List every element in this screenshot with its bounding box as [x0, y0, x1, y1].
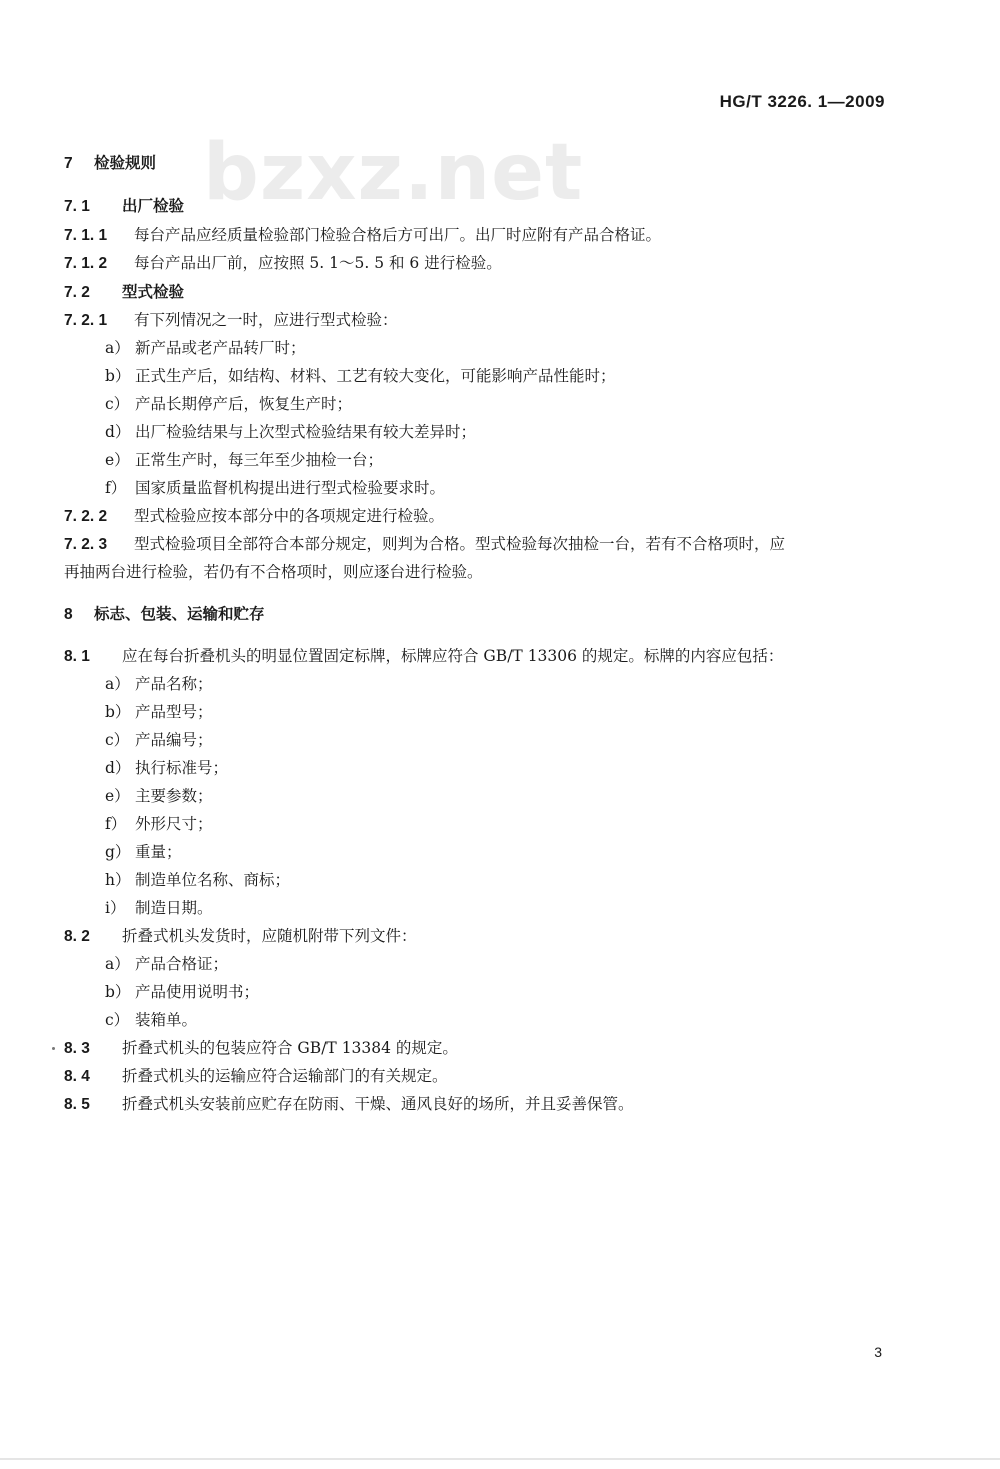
page-number: 3: [874, 1344, 882, 1360]
subsection-7-1-heading: [64, 196, 184, 217]
list-item: [105, 898, 213, 918]
clause-text: 型式检验项目全部符合本部分规定，则判为合格。型式检验每次抽检一台，若有不合格项时，应: [134, 535, 786, 553]
list-item-text: 外形尺寸；: [135, 815, 213, 833]
list-item-text: 产品长期停产后，恢复生产时；: [135, 395, 353, 413]
clause-number: 8. 4: [64, 1068, 90, 1085]
list-item: [105, 954, 228, 974]
list-item: [105, 842, 182, 862]
clause-7-2-3-continuation: 再抽两台进行检验，若仍有不合格项时，则应逐台进行检验。: [64, 563, 483, 581]
list-item-text: 出厂检验结果与上次型式检验结果有较大差异时；: [135, 423, 477, 441]
section-8-heading: [64, 604, 265, 625]
list-item-text: 产品合格证；: [135, 955, 229, 973]
list-item-label: e）: [105, 451, 130, 469]
list-item: [105, 982, 259, 1002]
clause-number: 8. 3: [64, 1040, 90, 1057]
clause-text: 折叠式机头的运输应符合运输部门的有关规定。: [122, 1067, 448, 1085]
list-item-text: 执行标准号；: [135, 759, 229, 777]
clause-text: 每台产品应经质量检验部门检验合格后方可出厂。出厂时应附有产品合格证。: [134, 226, 662, 244]
clause-number: 8. 5: [64, 1096, 90, 1113]
list-item-text: 制造单位名称、商标；: [135, 871, 291, 889]
list-item-label: d）: [105, 423, 131, 441]
clause-number: 7. 2. 2: [64, 508, 108, 525]
clause-number: 7. 1. 1: [64, 227, 108, 244]
list-item: [105, 674, 213, 694]
list-item: [105, 1010, 197, 1030]
clause-number: 7. 2. 3: [64, 536, 108, 553]
clause-8-2: [64, 926, 417, 947]
list-item-label: c）: [105, 731, 130, 749]
list-item: [105, 730, 213, 750]
list-item-label: c）: [105, 395, 130, 413]
subsection-7-2-heading: [64, 282, 184, 303]
list-item-text: 主要参数；: [135, 787, 213, 805]
clause-7-1-1: [64, 225, 661, 246]
section-7-heading: [64, 153, 156, 174]
clause-text: 型式检验应按本部分中的各项规定进行检验。: [134, 507, 445, 525]
clause-7-1-2: [64, 253, 502, 274]
section-title: 标志、包装、运输和贮存: [94, 604, 265, 623]
clause-number: 8. 1: [64, 648, 90, 665]
list-item-text: 正常生产时，每三年至少抽检一台；: [135, 451, 384, 469]
list-item-text: 正式生产后，如结构、材料、工艺有较大变化，可能影响产品性能时；: [135, 367, 616, 385]
clause-number: 7. 2. 1: [64, 312, 108, 329]
list-item-label: b）: [105, 983, 131, 1001]
clause-text: 折叠式机头安装前应贮存在防雨、干燥、通风良好的场所，并且妥善保管。: [122, 1095, 634, 1113]
list-item-label: i）: [105, 899, 126, 917]
clause-7-2-2: [64, 506, 444, 527]
list-item-label: a）: [105, 675, 130, 693]
list-item-label: b）: [105, 367, 131, 385]
list-item: [105, 450, 383, 470]
clause-number: 7. 1. 2: [64, 255, 108, 272]
list-item-text: 装箱单。: [135, 1011, 198, 1029]
list-item-label: h）: [105, 871, 131, 889]
clause-title: 型式检验: [122, 282, 185, 301]
list-item-label: f）: [105, 815, 127, 833]
list-item-label: a）: [105, 339, 130, 357]
clause-text: 应在每台折叠机头的明显位置固定标牌，标牌应符合 GB/T 13306 的规定。标牌的内容应包括：: [122, 647, 784, 665]
list-item: [105, 478, 445, 498]
list-item-text: 新产品或老产品转厂时；: [135, 339, 306, 357]
list-item: [105, 702, 213, 722]
scan-edge: [0, 1458, 1000, 1460]
list-item-label: b）: [105, 703, 131, 721]
section-title: 检验规则: [94, 153, 157, 172]
clause-8-4: [64, 1066, 448, 1087]
clause-text: 折叠式机头发货时，应随机附带下列文件：: [122, 927, 417, 945]
clause-8-5: [64, 1094, 634, 1115]
list-item-label: g）: [105, 843, 131, 861]
clause-number: 7. 1: [64, 198, 90, 215]
clause-title: 出厂检验: [122, 196, 185, 215]
clause-8-1: [64, 646, 783, 667]
list-item-label: e）: [105, 787, 130, 805]
list-item-text: 产品名称；: [135, 675, 213, 693]
list-item: [105, 786, 213, 806]
section-number: 8: [64, 606, 73, 623]
list-item-text: 产品使用说明书；: [135, 983, 260, 1001]
list-item-text: 产品型号；: [135, 703, 213, 721]
list-item-text: 国家质量监督机构提出进行型式检验要求时。: [135, 479, 446, 497]
clause-text: 折叠式机头的包装应符合 GB/T 13384 的规定。: [122, 1039, 458, 1057]
section-number: 7: [64, 155, 73, 172]
watermark: bzxz.net: [203, 128, 584, 218]
clause-7-2-3: [64, 534, 785, 555]
clause-number: 8. 2: [64, 928, 90, 945]
list-item-text: 产品编号；: [135, 731, 213, 749]
list-item: [105, 758, 228, 778]
list-item-label: d）: [105, 759, 131, 777]
list-item: [105, 870, 290, 890]
scan-speck: [52, 1047, 55, 1050]
clause-8-3: [64, 1038, 458, 1059]
document-number: HG/T 3226. 1—2009: [719, 92, 885, 111]
list-item-label: a）: [105, 955, 130, 973]
clause-number: 7. 2: [64, 284, 90, 301]
list-item-label: c）: [105, 1011, 130, 1029]
clause-text: 有下列情况之一时，应进行型式检验：: [134, 311, 398, 329]
list-item: [105, 394, 352, 414]
clause-text: 每台产品出厂前，应按照 5. 1～5. 5 和 6 进行检验。: [134, 254, 502, 272]
list-item: [105, 422, 476, 442]
list-item-label: f）: [105, 479, 127, 497]
list-item-text: 制造日期。: [135, 899, 213, 917]
list-item: [105, 814, 213, 834]
list-item-text: 重量；: [135, 843, 182, 861]
list-item: [105, 338, 306, 358]
clause-7-2-1: [64, 310, 398, 331]
list-item: [105, 366, 616, 386]
